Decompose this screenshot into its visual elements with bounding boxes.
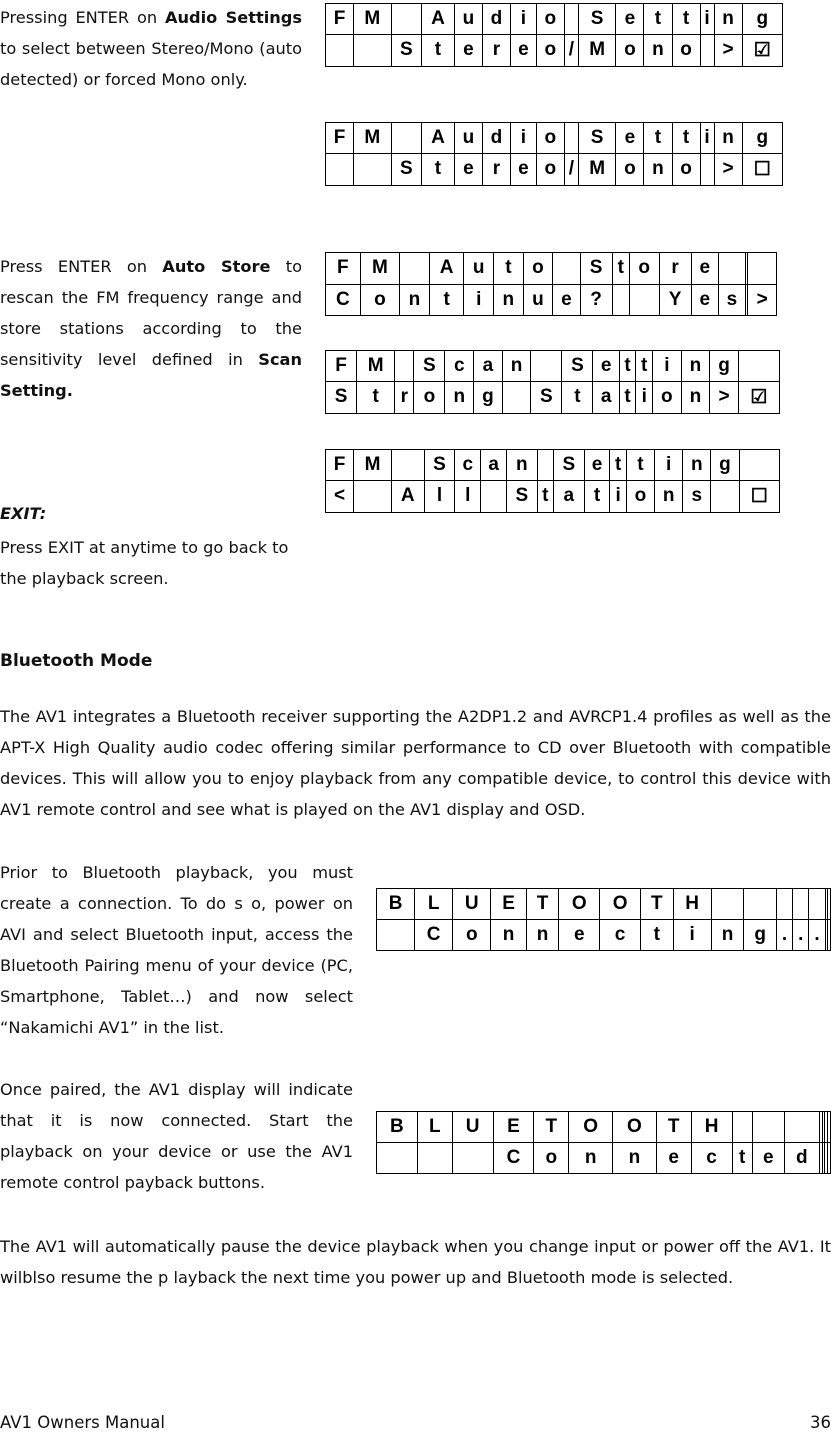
lcd-cell: e	[454, 153, 482, 185]
lcd-cell: e	[553, 284, 580, 316]
lcd-cell: T	[656, 1112, 691, 1143]
lcd-cell: t	[626, 450, 654, 481]
lcd-cell: A	[422, 123, 455, 154]
lcd-cell: o	[672, 34, 700, 66]
lcd-row-2	[326, 153, 783, 185]
lcd-cell	[537, 450, 553, 481]
lcd-cell: e	[559, 920, 600, 951]
lcd-cell: .	[776, 920, 792, 951]
lcd-cell: e	[584, 450, 610, 481]
lcd-cell	[828, 1143, 831, 1174]
lcd-cell	[452, 1143, 493, 1174]
lcd-cell: o	[534, 1143, 569, 1174]
lcd-bluetooth-connecting	[376, 888, 831, 951]
lcd-cell: a	[474, 351, 503, 382]
lcd-cell: l	[455, 480, 481, 512]
lcd-cell	[481, 480, 507, 512]
lcd-cell: o	[629, 253, 659, 285]
lcd-cell: t	[429, 284, 464, 316]
lcd-cell: F	[326, 351, 357, 382]
lcd-cell: n	[502, 351, 531, 382]
lcd-cell	[776, 889, 792, 920]
lcd-cell	[391, 123, 421, 154]
lcd-cell: t	[562, 381, 593, 413]
lcd-cell	[502, 381, 531, 413]
lcd-cell: L	[415, 889, 453, 920]
lcd-cell: ☐	[739, 480, 779, 512]
lcd-cell: t	[422, 153, 455, 185]
lcd-audio-stereo-checked	[325, 3, 783, 67]
lcd-cell: c	[455, 450, 481, 481]
lcd-cell	[354, 153, 391, 185]
lcd-cell	[744, 889, 777, 920]
lcd-cell: n	[681, 381, 710, 413]
lcd-cell	[828, 920, 831, 951]
lcd-cell	[809, 889, 825, 920]
lcd-cell: i	[511, 4, 537, 35]
lcd-cell: C	[415, 920, 453, 951]
lcd-cell: o	[626, 480, 654, 512]
lcd-cell: U	[452, 1112, 493, 1143]
lcd-cell: a	[554, 480, 585, 512]
lcd-cell: g	[742, 123, 782, 154]
lcd-cell: S	[554, 450, 585, 481]
lcd-row-1	[326, 4, 783, 35]
lcd-cell	[417, 1143, 452, 1174]
lcd-cell: g	[474, 381, 503, 413]
lcd-cell: i	[610, 480, 626, 512]
page-number: 36	[810, 1413, 831, 1432]
lcd-cell	[784, 1112, 819, 1143]
lcd-cell: i	[464, 284, 494, 316]
lcd-cell: t	[619, 381, 636, 413]
lcd-cell: ☑	[742, 34, 782, 66]
lcd-cell: r	[482, 34, 510, 66]
lcd-cell: n	[714, 123, 742, 154]
lcd-cell: M	[360, 253, 400, 285]
lcd-cell: n	[613, 1143, 657, 1174]
lcd-cell: S	[414, 351, 445, 382]
lcd-cell: g	[744, 920, 777, 951]
lcd-cell	[739, 450, 779, 481]
lcd-cell: M	[578, 153, 615, 185]
lcd-cell: F	[326, 450, 354, 481]
lcd-cell: >	[714, 34, 742, 66]
lcd-cell: o	[414, 381, 445, 413]
lcd-cell: o	[536, 153, 564, 185]
lcd-cell	[732, 1112, 752, 1143]
lcd-cell: F	[326, 123, 354, 154]
lcd-cell: A	[422, 4, 455, 35]
lcd-cell: O	[600, 889, 641, 920]
lcd-cell: n	[445, 381, 474, 413]
lcd-cell: o	[653, 381, 682, 413]
lcd-cell: t	[584, 480, 610, 512]
lcd-cell: C	[326, 284, 361, 316]
lcd-cell: M	[354, 4, 391, 35]
lcd-cell: e	[454, 34, 482, 66]
lcd-cell: d	[482, 4, 510, 35]
lcd-cell	[354, 480, 392, 512]
lcd-cell: M	[354, 450, 392, 481]
auto-store-paragraph: Press ENTER on Auto Store to rescan the FM frequency range and store stations according to the sensitivity level defined in Scan Setting.	[0, 257, 302, 400]
lcd-cell: r	[395, 381, 414, 413]
lcd-cell: H	[691, 1112, 732, 1143]
lcd-cell	[391, 4, 421, 35]
lcd-cell: e	[593, 351, 619, 382]
lcd-cell: M	[578, 34, 615, 66]
lcd-cell: S	[578, 4, 615, 35]
lcd-cell: T	[526, 889, 559, 920]
lcd-cell: s	[683, 480, 711, 512]
lcd-scan-all-stations	[325, 449, 780, 513]
lcd-cell: ☑	[738, 381, 779, 413]
lcd-cell: t	[644, 123, 672, 154]
lcd-cell: n	[569, 1143, 613, 1174]
lcd-cell: e	[616, 123, 644, 154]
exit-heading: EXIT:	[0, 504, 47, 523]
lcd-cell: i	[636, 381, 653, 413]
lcd-row-1	[326, 253, 777, 285]
lcd-cell: C	[493, 1143, 534, 1174]
lcd-cell: T	[641, 889, 674, 920]
lcd-cell	[718, 253, 745, 285]
bluetooth-once-paragraph: Once paired, the AV1 display will indicate that it is now connected. Start the playback on your device or use the AV1 remote control payback buttons.	[0, 1080, 353, 1192]
lcd-cell: d	[482, 123, 510, 154]
lcd-cell: Y	[659, 284, 691, 316]
lcd-cell: t	[494, 253, 524, 285]
lcd-cell: e	[616, 4, 644, 35]
lcd-cell	[377, 920, 415, 951]
lcd-cell: l	[424, 480, 455, 512]
lcd-cell: i	[700, 4, 714, 35]
lcd-cell: t	[732, 1143, 752, 1174]
lcd-cell: o	[536, 4, 564, 35]
bluetooth-intro-paragraph: The AV1 integrates a Bluetooth receiver supporting the A2DP1.2 and AVRCP1.4 profiles as well as the APT-X High Quality audio codec offering similar performance to CD over Bluetooth with compatible devices. This will allow you to enjoy playback from any compatible device, to control this device with AV1 remote control and see what is played on the AV1 display and OSD.	[0, 707, 831, 819]
lcd-cell: ?	[580, 284, 612, 316]
lcd-cell: t	[636, 351, 653, 382]
lcd-cell	[553, 253, 580, 285]
lcd-row-2	[377, 1143, 831, 1174]
lcd-cell: E	[493, 1112, 534, 1143]
lcd-cell: >	[714, 153, 742, 185]
bluetooth-pause-paragraph: The AV1 will automatically pause the device playback when you change input or power off the AV1. It wilblso resume the p layback the next time you power up and Bluetooth mode is selected.	[0, 1237, 831, 1287]
lcd-cell	[395, 351, 414, 382]
bluetooth-heading: Bluetooth Mode	[0, 651, 153, 671]
lcd-cell: s	[718, 284, 745, 316]
lcd-auto-store-continue	[325, 252, 777, 316]
lcd-cell: o	[616, 153, 644, 185]
lcd-cell: n	[644, 153, 672, 185]
lcd-cell: i	[511, 123, 537, 154]
lcd-cell: t	[672, 123, 700, 154]
lcd-cell: .	[809, 920, 825, 951]
lcd-cell: g	[742, 4, 782, 35]
lcd-cell: /	[564, 153, 578, 185]
lcd-row-2	[377, 920, 831, 951]
lcd-cell: n	[526, 920, 559, 951]
lcd-cell: O	[559, 889, 600, 920]
lcd-row-2	[326, 480, 780, 512]
lcd-audio-stereo-unchecked	[325, 122, 783, 186]
lcd-cell: n	[681, 351, 710, 382]
lcd-cell: n	[494, 284, 524, 316]
lcd-cell: H	[673, 889, 711, 920]
lcd-cell: T	[534, 1112, 569, 1143]
lcd-cell	[748, 253, 777, 285]
lcd-cell: e	[511, 34, 537, 66]
lcd-cell	[738, 351, 779, 382]
lcd-cell: n	[644, 34, 672, 66]
lcd-cell: ☐	[742, 153, 782, 185]
lcd-cell: n	[655, 480, 683, 512]
lcd-cell	[564, 123, 578, 154]
lcd-row-2	[326, 284, 777, 316]
lcd-cell: i	[700, 123, 714, 154]
lcd-cell: t	[612, 253, 629, 285]
lcd-cell	[828, 889, 831, 920]
lcd-cell: t	[537, 480, 553, 512]
lcd-cell: e	[511, 153, 537, 185]
lcd-cell: u	[464, 253, 494, 285]
lcd-cell	[531, 351, 562, 382]
lcd-cell: >	[748, 284, 777, 316]
lcd-cell: t	[619, 351, 636, 382]
lcd-cell: n	[714, 4, 742, 35]
lcd-cell	[391, 450, 424, 481]
lcd-cell: S	[531, 381, 562, 413]
lcd-cell: >	[710, 381, 739, 413]
lcd-cell: o	[453, 920, 491, 951]
lcd-cell: n	[711, 920, 744, 951]
lcd-cell: e	[691, 253, 718, 285]
lcd-cell: L	[417, 1112, 452, 1143]
lcd-cell: .	[793, 920, 809, 951]
lcd-cell: B	[377, 1112, 418, 1143]
lcd-cell	[400, 253, 430, 285]
lcd-bluetooth-connected	[376, 1111, 831, 1174]
lcd-cell: <	[326, 480, 354, 512]
lcd-cell: t	[610, 450, 626, 481]
lcd-cell: e	[691, 284, 718, 316]
audio-settings-paragraph: Pressing ENTER on Audio Settings to select between Stereo/Mono (auto detected) or forced Mono only.	[0, 8, 302, 89]
lcd-cell: u	[454, 4, 482, 35]
lcd-cell: t	[672, 4, 700, 35]
lcd-cell: M	[354, 123, 391, 154]
lcd-cell: i	[673, 920, 711, 951]
lcd-cell: r	[482, 153, 510, 185]
lcd-row-2	[326, 34, 783, 66]
lcd-cell	[629, 284, 659, 316]
lcd-cell	[711, 889, 744, 920]
lcd-cell: S	[507, 480, 538, 512]
lcd-cell: i	[655, 450, 683, 481]
lcd-cell: o	[616, 34, 644, 66]
lcd-cell: n	[400, 284, 430, 316]
lcd-cell: S	[578, 123, 615, 154]
lcd-cell: u	[523, 284, 553, 316]
lcd-cell: U	[453, 889, 491, 920]
lcd-cell: A	[429, 253, 464, 285]
lcd-cell: S	[424, 450, 455, 481]
lcd-cell: e	[656, 1143, 691, 1174]
lcd-scan-strong-station	[325, 350, 780, 414]
lcd-cell: d	[784, 1143, 819, 1174]
lcd-cell: O	[613, 1112, 657, 1143]
lcd-cell: A	[391, 480, 424, 512]
lcd-cell: O	[569, 1112, 613, 1143]
lcd-row-1	[377, 1112, 831, 1143]
lcd-cell: u	[454, 123, 482, 154]
lcd-cell: a	[481, 450, 507, 481]
lcd-cell	[700, 34, 714, 66]
lcd-cell: r	[659, 253, 691, 285]
lcd-row-1	[326, 351, 780, 382]
lcd-cell: F	[326, 253, 361, 285]
lcd-cell	[793, 889, 809, 920]
lcd-cell	[326, 153, 354, 185]
lcd-cell: e	[752, 1143, 784, 1174]
lcd-cell: M	[357, 351, 395, 382]
lcd-cell	[612, 284, 629, 316]
lcd-cell: i	[653, 351, 682, 382]
lcd-row-1	[377, 889, 831, 920]
lcd-row-1	[326, 450, 780, 481]
lcd-cell: g	[711, 450, 739, 481]
lcd-cell: t	[357, 381, 395, 413]
lcd-cell: a	[593, 381, 619, 413]
lcd-cell: F	[326, 4, 354, 35]
lcd-cell: o	[523, 253, 553, 285]
lcd-row-2	[326, 381, 780, 413]
lcd-cell: B	[377, 889, 415, 920]
lcd-cell: S	[326, 381, 357, 413]
lcd-cell	[564, 4, 578, 35]
lcd-cell: t	[641, 920, 674, 951]
lcd-cell	[354, 34, 391, 66]
lcd-cell: o	[672, 153, 700, 185]
lcd-cell: c	[600, 920, 641, 951]
lcd-cell: n	[683, 450, 711, 481]
lcd-cell: t	[422, 34, 455, 66]
lcd-cell	[326, 34, 354, 66]
lcd-cell: c	[445, 351, 474, 382]
lcd-cell	[752, 1112, 784, 1143]
lcd-cell	[700, 153, 714, 185]
lcd-cell: /	[564, 34, 578, 66]
lcd-cell: t	[644, 4, 672, 35]
lcd-cell: g	[710, 351, 739, 382]
lcd-cell	[711, 480, 739, 512]
lcd-cell	[377, 1143, 418, 1174]
lcd-row-1	[326, 123, 783, 154]
lcd-cell: o	[360, 284, 400, 316]
lcd-cell	[828, 1112, 831, 1143]
lcd-cell: S	[391, 153, 421, 185]
lcd-cell: o	[536, 34, 564, 66]
lcd-cell: S	[562, 351, 593, 382]
bluetooth-prior-paragraph: Prior to Bluetooth playback, you must create a connection. To do s o, power on AVI and select Bluetooth input, access the Bluetooth Pairing menu of your device (PC, Smartphone, Tablet…) and now select “Nakamichi AV1” in the list.	[0, 863, 353, 1037]
lcd-cell: S	[391, 34, 421, 66]
lcd-cell: S	[580, 253, 612, 285]
footer-title: AV1 Owners Manual	[0, 1413, 165, 1432]
lcd-cell: E	[491, 889, 526, 920]
lcd-cell: n	[491, 920, 526, 951]
lcd-cell: o	[536, 123, 564, 154]
lcd-cell: n	[507, 450, 538, 481]
lcd-cell: c	[691, 1143, 732, 1174]
exit-paragraph: Press EXIT at anytime to go back to the playback screen.	[0, 538, 289, 588]
